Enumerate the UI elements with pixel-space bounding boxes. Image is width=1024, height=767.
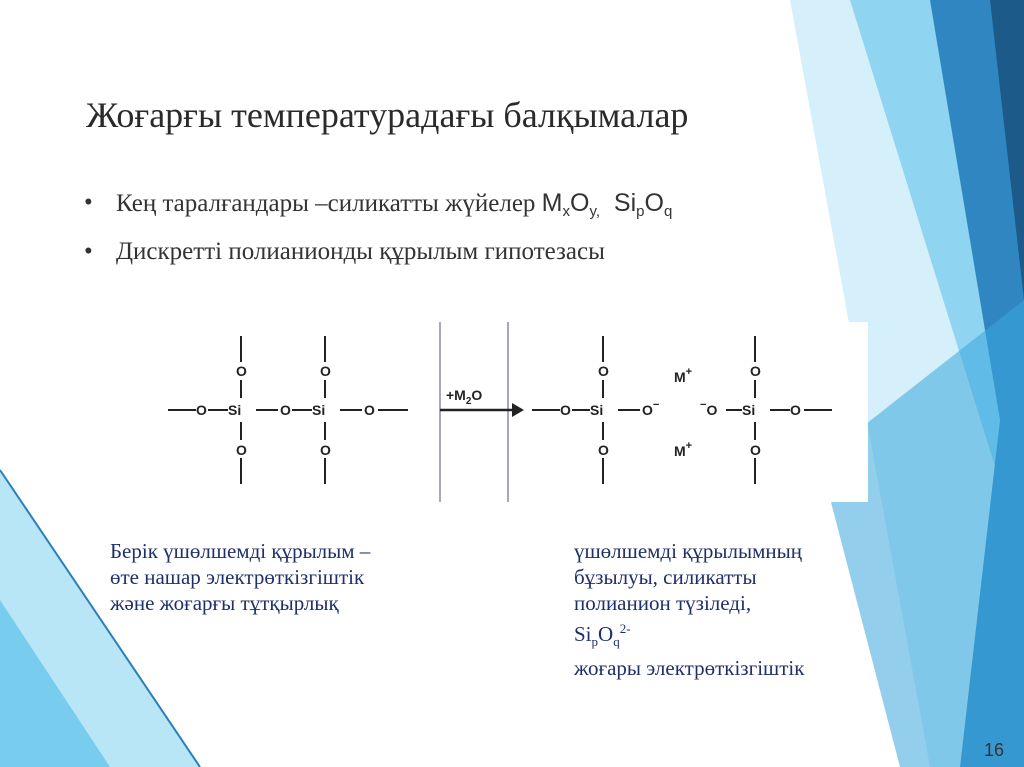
atom-o: O [598, 363, 609, 379]
atom-si: Si [228, 402, 242, 418]
reaction-arrow-icon [512, 403, 524, 417]
caption-right-formula: $Si_pO_q^{2-}$ [574, 621, 631, 650]
atom-si: Si [590, 402, 604, 418]
atom-si: Si [742, 402, 756, 418]
reaction-scheme [128, 322, 868, 502]
caption-left [110, 538, 370, 616]
bullet-2-text: Дискретті полианионды құрылым гипотезасы [116, 238, 605, 265]
caption-left-line-1: Берік үшөлшемді құрылым – [110, 539, 371, 563]
cation-top [674, 366, 692, 385]
anion-oxygen-left [642, 399, 659, 418]
caption-right-line-3: полианион түзіледі, [574, 591, 752, 615]
bullet-1-formula: $M_xO_{y,}$ $Si_pO_q$ [541, 189, 673, 220]
svg-text:M+: M+ [674, 440, 693, 459]
svg-text:+M2O: $+M_2O$ [446, 387, 483, 407]
bullet-icon: • [84, 189, 93, 216]
reagent-label [446, 387, 482, 407]
bullet-list [84, 183, 672, 272]
caption-right [574, 538, 804, 681]
atom-o: O [790, 402, 801, 418]
bullet-icon: • [84, 238, 93, 265]
bullet-item-2 [84, 232, 672, 272]
silicate-reaction-diagram [128, 322, 868, 502]
atom-o: O [560, 402, 571, 418]
caption-right-line-1: үшөлшемді құрылымның [574, 539, 802, 563]
caption-left-line-2: өте нашар электрөткізгіштік [110, 565, 365, 589]
atom-o: O [280, 402, 291, 418]
bullet-1-text: Кең таралғандары –силикатты жүйелер [116, 190, 542, 217]
atom-o: O [320, 363, 331, 379]
atom-o: O [750, 442, 761, 458]
atom-o: O [236, 442, 247, 458]
svg-text:−O: −O [700, 399, 718, 418]
atom-o: O [196, 402, 207, 418]
page-number: 16 [984, 740, 1005, 760]
atom-si: Si [312, 402, 326, 418]
caption-right-line-2: бұзылуы, силикатты [574, 565, 757, 589]
atom-o: O [236, 363, 247, 379]
anion-oxygen-right [700, 399, 717, 418]
caption-left-line-3: және жоғарғы тұтқырлық [110, 591, 339, 615]
bullet-item-1 [84, 183, 672, 232]
atom-o: O [320, 442, 331, 458]
cation-bottom [674, 440, 692, 459]
atom-o: O [598, 442, 609, 458]
svg-text:O−: O− [642, 399, 660, 418]
atom-o: O [364, 402, 375, 418]
atom-o: O [750, 363, 761, 379]
caption-right-line-5: жоғары электрөткізгіштік [574, 656, 805, 681]
svg-text:M+: M+ [674, 366, 693, 385]
slide-title: Жоғарғы температурадағы балқымалар [86, 95, 689, 135]
